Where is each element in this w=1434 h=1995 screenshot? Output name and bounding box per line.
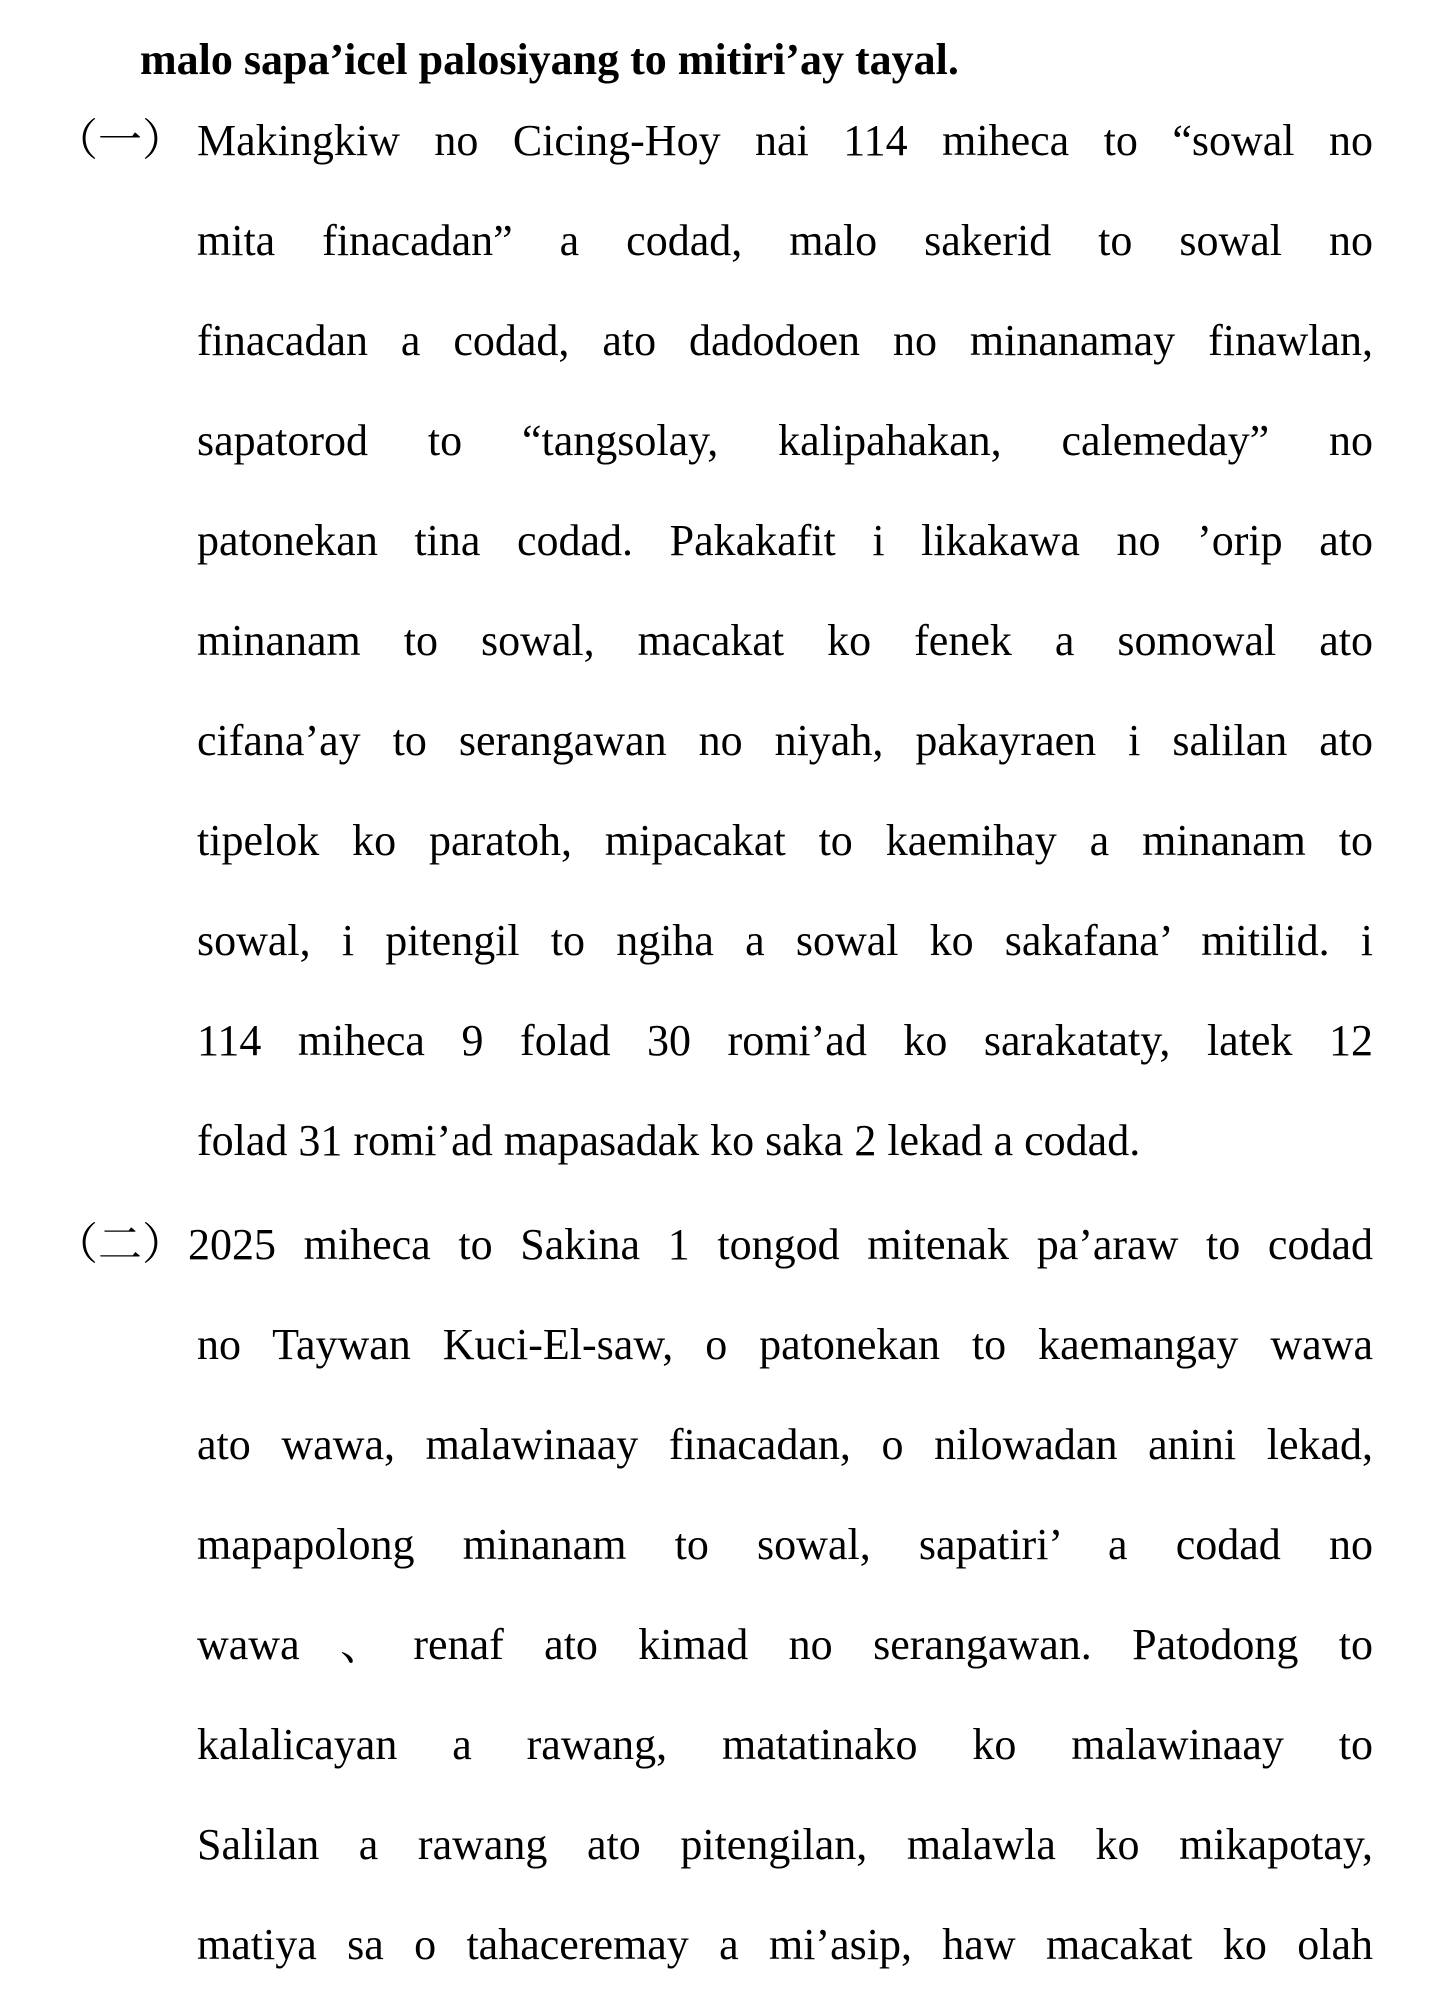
text-line: Makingkiw no Cicing-Hoy nai 114 miheca to “sowal no	[197, 116, 1373, 165]
section-1-marker: （一）	[54, 115, 186, 166]
section-1-paragraph	[197, 91, 1373, 1191]
text-line: wawa 、renaf ato kimad no serangawan. Patodong to	[197, 1620, 1373, 1669]
section-2-paragraph	[188, 1195, 1373, 1995]
text-line: cifana’ay to serangawan no niyah, pakayraen i salilan ato	[197, 716, 1373, 765]
text-line: Salilan a rawang ato pitengilan, malawla ko mikapotay,	[197, 1820, 1373, 1869]
text-line: matiya sa o tahaceremay a mi’asip, haw macakat ko olah	[197, 1920, 1373, 1969]
text-line: mapapolong minanam to sowal, sapatiri’ a codad no	[197, 1520, 1373, 1569]
text-line: minanam to sowal, macakat ko fenek a somowal ato	[197, 616, 1373, 665]
text-line: no Taywan Kuci-El-saw, o patonekan to kaemangay wawa	[197, 1320, 1373, 1369]
text-line: 2025 miheca to Sakina 1 tongod mitenak pa’araw to codad	[188, 1220, 1373, 1269]
text-line: sowal, i pitengil to ngiha a sowal ko sakafana’ mitilid. i	[197, 916, 1373, 965]
text-line: ato wawa, malawinaay finacadan, o nilowadan anini lekad,	[197, 1420, 1373, 1469]
text-line: sapatorod to “tangsolay, kalipahakan, calemeday” no	[197, 416, 1373, 465]
page-heading: malo sapa’icel palosiyang to mitiri’ay tayal.	[140, 35, 959, 84]
text-line: mita finacadan” a codad, malo sakerid to sowal no	[197, 216, 1373, 265]
text-line: finacadan a codad, ato dadodoen no minanamay finawlan,	[197, 316, 1373, 365]
text-line: 114 miheca 9 folad 30 romi’ad ko sarakataty, latek 12	[197, 1016, 1373, 1065]
text-line: folad 31 romi’ad mapasadak ko saka 2 lekad a codad.	[197, 1116, 1141, 1165]
text-line: tipelok ko paratoh, mipacakat to kaemihay a minanam to	[197, 816, 1373, 865]
section-2-marker: （二）	[54, 1219, 186, 1270]
text-line: patonekan tina codad. Pakakafit i likakawa no ’orip ato	[197, 516, 1373, 565]
text-line: kalalicayan a rawang, matatinako ko malawinaay to	[197, 1720, 1373, 1769]
